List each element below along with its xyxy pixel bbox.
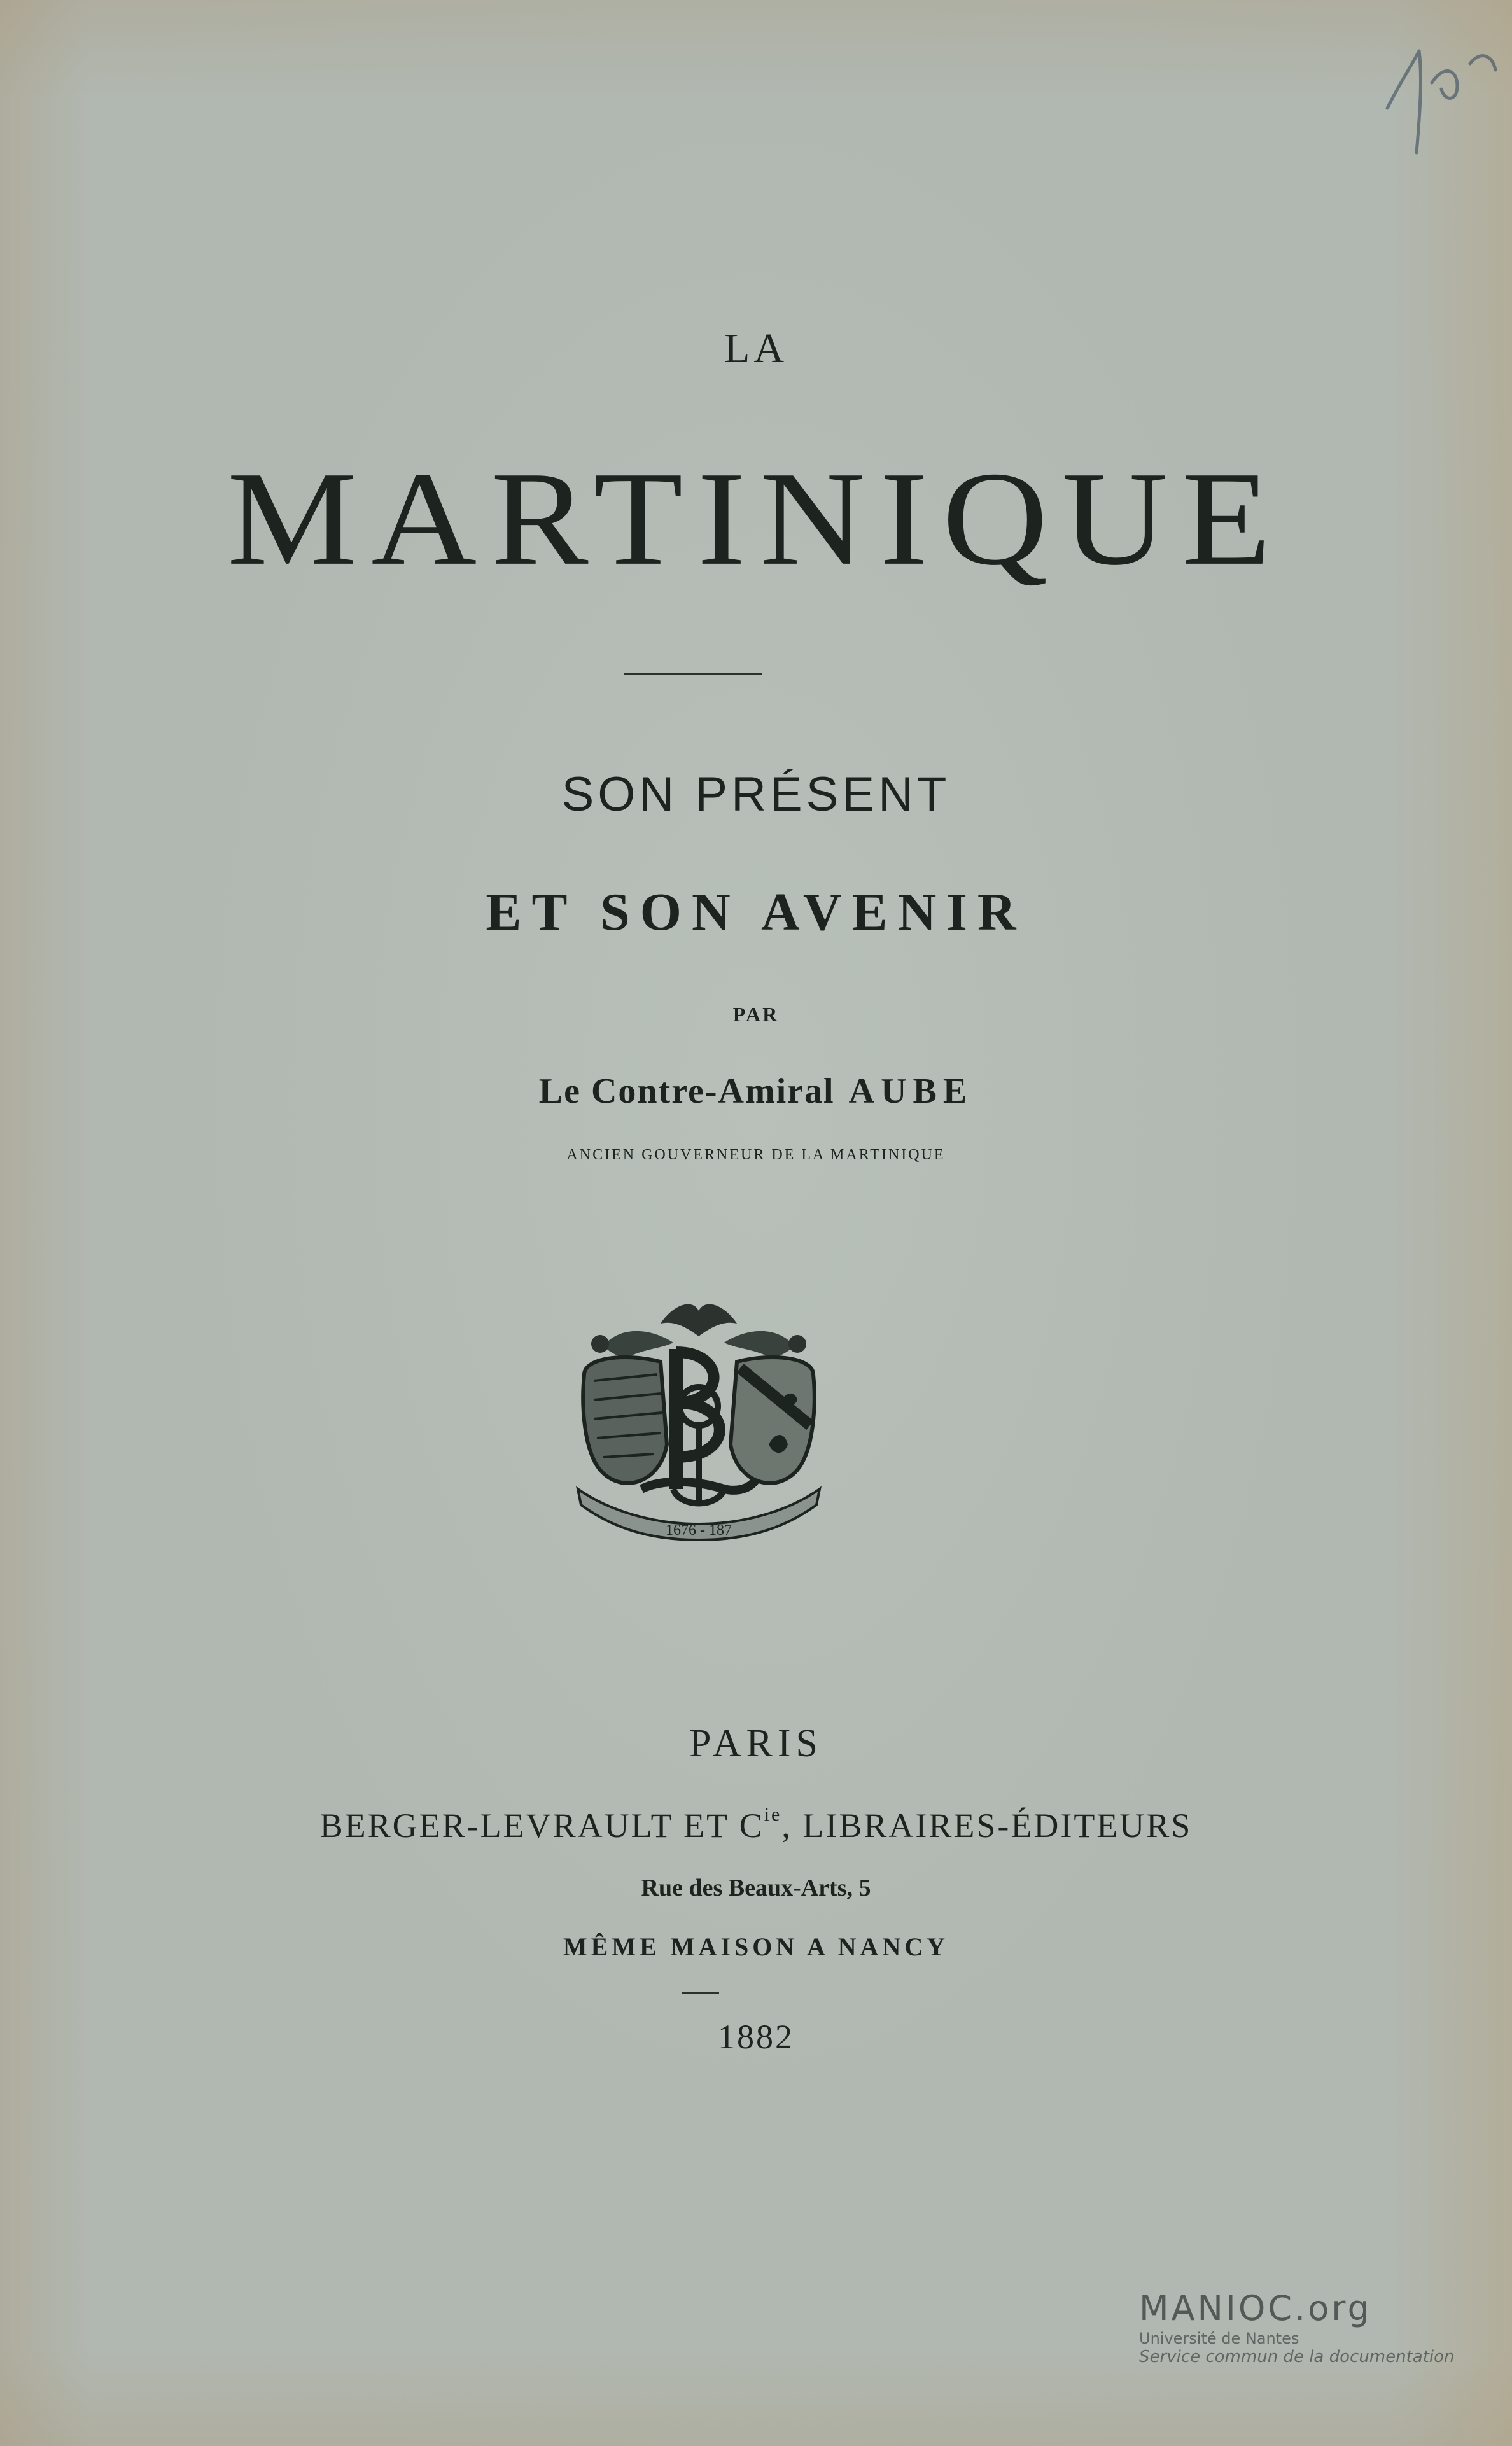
manioc-watermark (1139, 2288, 1495, 2366)
pencil-mark-icon (1375, 25, 1502, 165)
title-article: LA (724, 325, 788, 372)
watermark-service: Service commun de la documentation (1139, 2347, 1455, 2366)
manioc-logo: MANIOC.org (1139, 2288, 1372, 2328)
main-title: MARTINIQUE (227, 444, 1285, 593)
by-label: PAR (732, 1003, 780, 1026)
author-surname: AUBE (848, 1072, 974, 1111)
watermark-institution: Université de Nantes (1139, 2330, 1299, 2347)
imprint-address: Rue des Beaux-Arts, 5 (641, 1875, 871, 1901)
author-prefix: Le Contre-Amiral (538, 1072, 835, 1111)
title-divider (624, 673, 762, 675)
publisher-superscript: ie (764, 1804, 782, 1825)
author-role: ANCIEN GOUVERNEUR DE LA MARTINIQUE (566, 1147, 946, 1163)
emblem-dates: 1676 - 187 (666, 1522, 732, 1539)
imprint-branch: MÊME MAISON A NANCY (563, 1932, 949, 1961)
author (0, 1071, 1512, 1112)
imprint-city: PARIS (689, 1722, 823, 1765)
imprint-divider (682, 1992, 719, 1994)
publisher-prefix: BERGER-LEVRAULT ET C (319, 1807, 764, 1845)
publisher-suffix: , LIBRAIRES-ÉDITEURS (781, 1807, 1193, 1845)
imprint-publisher (0, 1804, 1512, 1845)
publisher-monogram-emblem-icon (565, 1298, 832, 1546)
imprint-year: 1882 (718, 2018, 794, 2056)
subtitle-line-1: SON PRÉSENT (561, 767, 951, 821)
subtitle-line-2: ET SON AVENIR (486, 883, 1026, 942)
